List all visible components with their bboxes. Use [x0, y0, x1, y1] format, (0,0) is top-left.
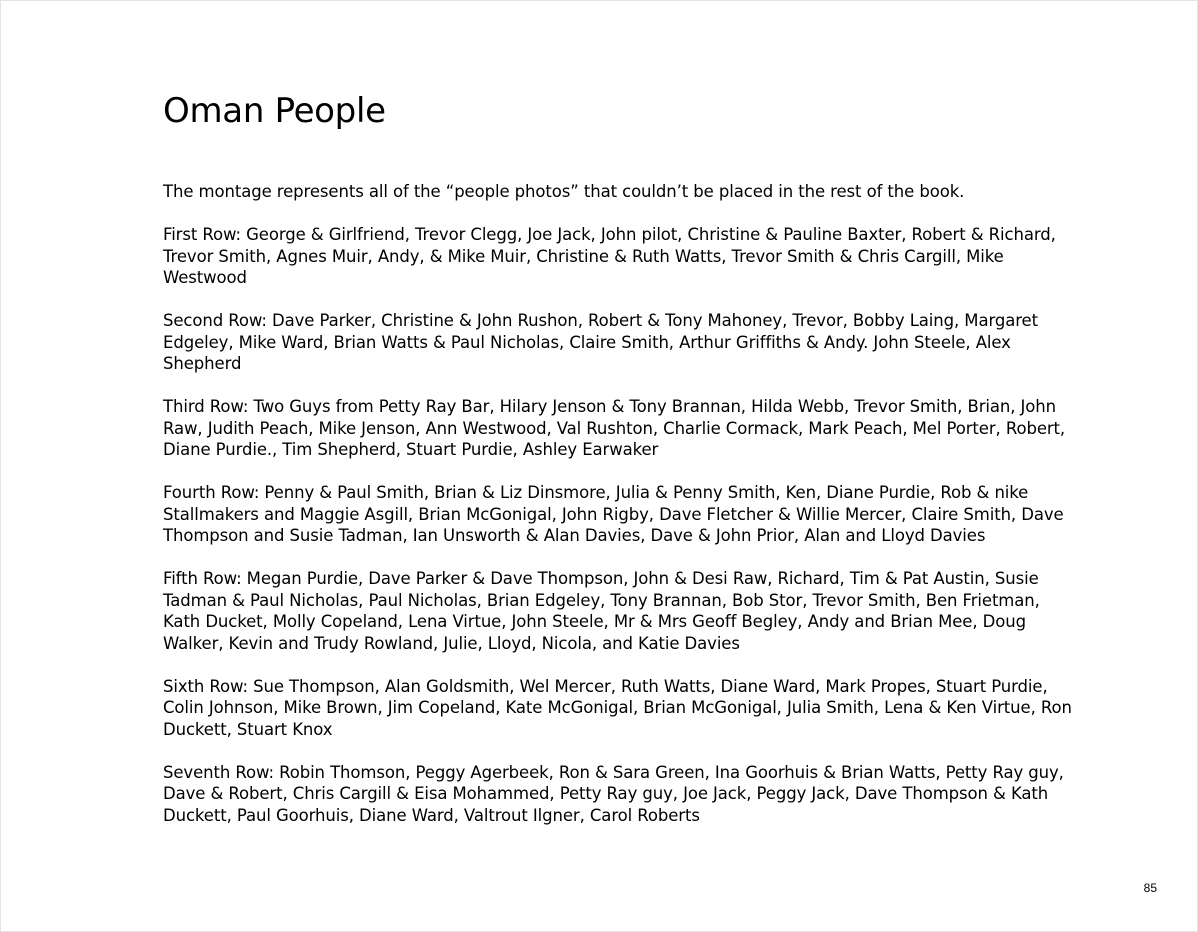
- intro-paragraph: The montage represents all of the “people photos” that couldn’t be placed in the rest of the book.: [163, 182, 965, 201]
- first-row-caption: First Row: George & Girlfriend, Trevor Clegg, Joe Jack, John pilot, Christine & Pauline Baxter, Robert & Richard, Trevor Smith, Agnes Muir, Andy, & Mike Muir, Christine & Ruth Watts, Trevor Smith & Chris Cargill, Mike Westwood: [163, 225, 1056, 287]
- page-number: 85: [1143, 881, 1157, 895]
- third-row-caption: Third Row: Two Guys from Petty Ray Bar, Hilary Jenson & Tony Brannan, Hilda Webb, Trevor Smith, Brian, John Raw, Judith Peach, Mike Jenson, Ann Westwood, Val Rushton, Charlie Cormack, Mark Peach, Mel Porter, Robert, Diane Purdie., Tim Shepherd, Stuart Purdie, Ashley Earwaker: [163, 397, 1066, 459]
- page-content: [163, 87, 1073, 848]
- page-title: Oman People: [163, 91, 386, 131]
- seventh-row-caption: Seventh Row: Robin Thomson, Peggy Agerbeek, Ron & Sara Green, Ina Goorhuis & Brian Watts, Petty Ray guy, Dave & Robert, Chris Cargill & Eisa Mohammed, Petty Ray guy, Joe Jack, Peggy Jack, Dave Thompson & Kath Duckett, Paul Goorhuis, Diane Ward, Valtrout Ilgner, Carol Roberts: [163, 762, 1064, 825]
- second-row-caption: Second Row: Dave Parker, Christine & John Rushon, Robert & Tony Mahoney, Trevor, Bobby Laing, Margaret Edgeley, Mike Ward, Brian Watts & Paul Nicholas, Claire Smith, Arthur Griffiths & Andy. John Steele, Alex Shepherd: [163, 311, 1038, 373]
- sixth-row-caption: Sixth Row: Sue Thompson, Alan Goldsmith, Wel Mercer, Ruth Watts, Diane Ward, Mark Propes, Stuart Purdie, Colin Johnson, Mike Brown, Jim Copeland, Kate McGonigal, Brian McGonigal, Julia Smith, Lena & Ken Virtue, Ron Duckett, Stuart Knox: [163, 676, 1072, 739]
- fourth-row-caption: Fourth Row: Penny & Paul Smith, Brian & Liz Dinsmore, Julia & Penny Smith, Ken, Diane Purdie, Rob & nike Stallmakers and Maggie Asgill, Brian McGonigal, John Rigby, Dave Fletcher & Willie Mercer, Claire Smith, Dave Thompson and Susie Tadman, Ian Unsworth & Alan Davies, Dave & John Prior, Alan and Lloyd Davies: [163, 483, 1064, 545]
- fifth-row-caption: Fifth Row: Megan Purdie, Dave Parker & Dave Thompson, John & Desi Raw, Richard, Tim & Pat Austin, Susie Tadman & Paul Nicholas, Paul Nicholas, Brian Edgeley, Tony Brannan, Bob Stor, Trevor Smith, Ben Frietman, Kath Ducket, Molly Copeland, Lena Virtue, John Steele, Mr & Mrs Geoff Begley, Andy and Brian Mee, Doug Walker, Kevin and Trudy Rowland, Julie, Lloyd, Nicola, and Katie Davies: [163, 569, 1040, 653]
